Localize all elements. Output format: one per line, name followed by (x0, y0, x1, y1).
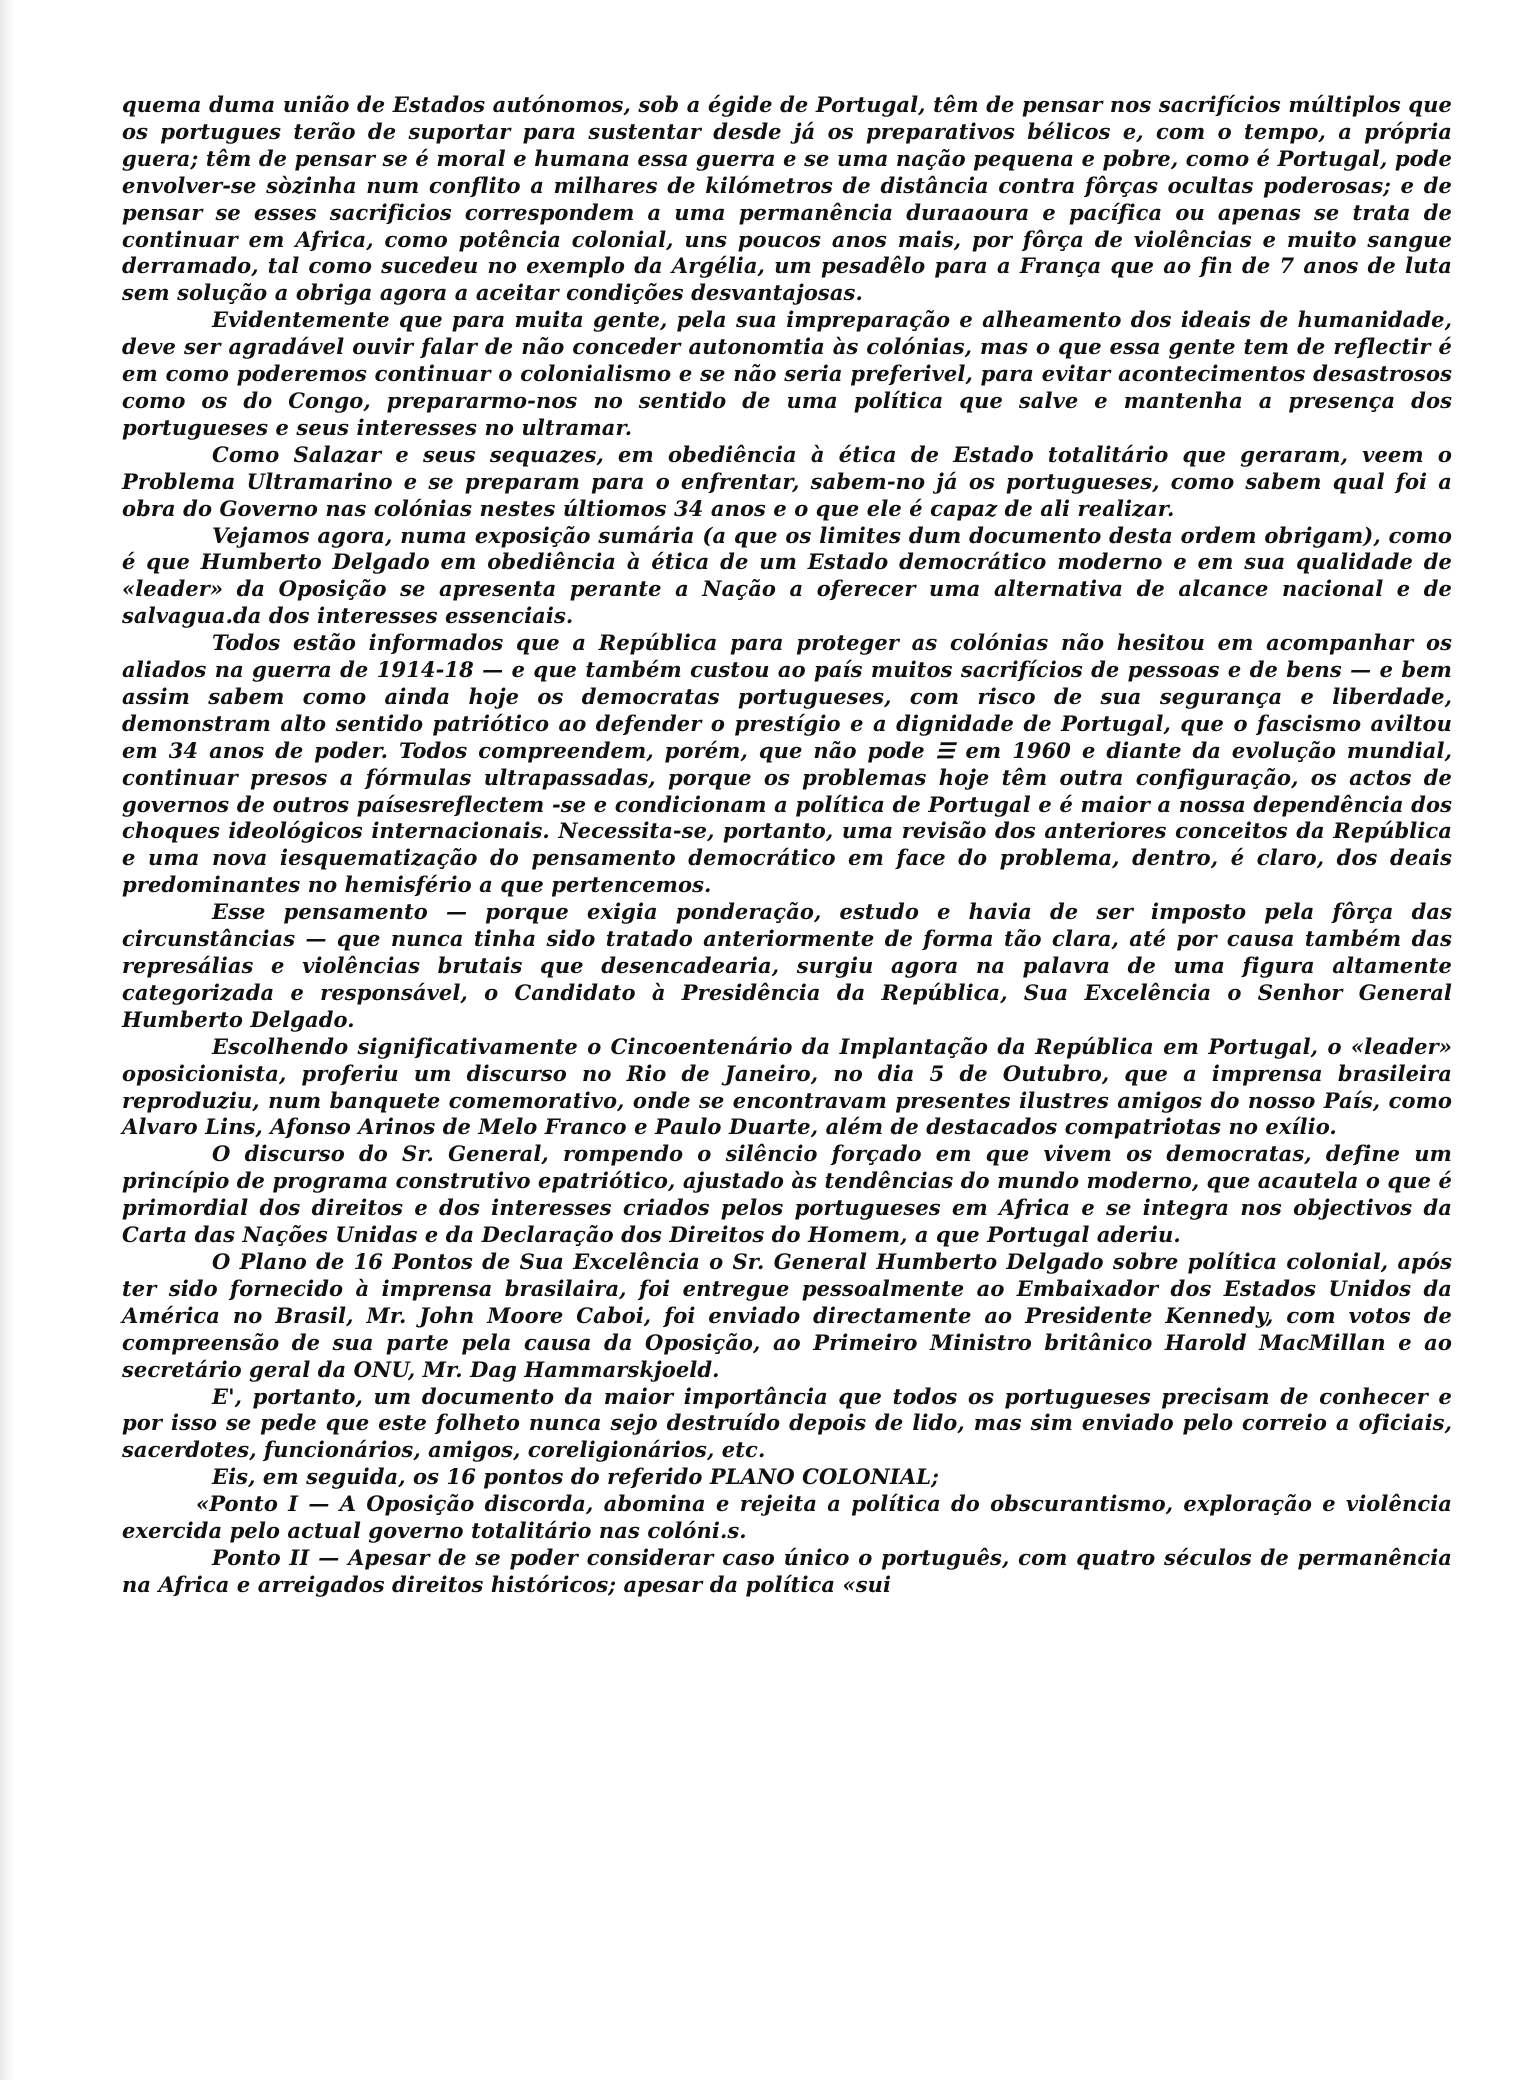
paragraph-16-pontos-intro: Eis, em seguida, os 16 pontos do referido PLANO COLONIAL; (212, 1464, 939, 1490)
paragraph-ponto-2: Ponto II — Apesar de se poder considerar caso único o português, com quatro séculos de permanência na Africa e arreigados direitos históricos; apesar da política «sui (122, 1544, 1452, 1597)
paragraph-importancia: E', portanto, um documento da maior importância que todos os portugueses precisam de conhecer e por isso se pede que este folheto nunca sejo destruído depois de lido, mas sim enviado pelo correio a oficiais, sacerdotes, funcionários, amigos, coreligionários, etc. (122, 1383, 1452, 1463)
paragraph-plano: O Plano de 16 Pontos de Sua Excelência o Sr. General Humberto Delgado sobre política colonial, após ter sido fornecido à imprensa brasilaira, foi entregue pessoalmente ao Embaixador dos Estados Unidos da América no Brasil, Mr. John Moore Caboi, foi enviado directamente ao Presidente Kennedy, com votos de compreensão de sua parte pela causa da Oposição, ao Primeiro Ministro britânico Harold MacMillan e ao secretário geral da ONU, Mr. Dag Hammarskjoeld. (122, 1248, 1452, 1382)
paragraph-ponto-1: «Ponto I — A Oposição discorda, abomina e rejeita a política do obscurantismo, exploração e violência exercida pelo actual governo totalitário nas colóni.s. (122, 1491, 1452, 1544)
paragraph-salazar: Como Salazar e seus sequazes, em obediência à ética de Estado totalitário que geraram, veem o Problema Ultramarino e se preparam para o enfrentar, sabem-no já os portugueses, como sabem qual foi a obra do Governo nas colónias nestes últiomos 34 anos e o que ele é capaz de ali realizar. (122, 441, 1452, 521)
document-page (122, 92, 1452, 1599)
paragraph-vejamos: Vejamos agora, numa exposição sumária (a que os limites dum documento desta ordem obrigam), como é que Humberto Delgado em obediência à ética de um Estado democrático moderno e em sua qualidade de «leader» da Oposição se apresenta perante a Nação a oferecer uma alternativa de alcance nacional e de salvagua.da dos interesses essenciais. (122, 522, 1452, 629)
paragraph-evidentemente: Evidentemente que para muita gente, pela sua impreparação e alheamento dos ideais de humanidade, deve ser agradável ouvir falar de não conceder autonomtia às colónias, mas o que essa gente tem de reflectir é em como poderemos continuar o colonialismo e se não seria preferivel, para evitar acontecimentos desastrosos como os do Congo, prepararmo-nos no sentido de uma política que salve e mantenha a presença dos portugueses e seus interesses no ultramar. (122, 307, 1452, 440)
paragraph-discurso: O discurso do Sr. General, rompendo o silêncio forçado em que vivem os democratas, define um princípio de programa construtivo epatriótico, ajustado às tendências do mundo moderno, que acautela o que é primordial dos direitos e dos interesses criados pelos portugueses em Africa e se integra nos objectivos da Carta das Nações Unidas e da Declaração dos Direitos do Homem, a que Portugal aderiu. (122, 1141, 1452, 1248)
paragraph-republica: Todos estão informados que a República para proteger as colónias não hesitou em acompanhar os aliados na guerra de 1914-18 — e que também custou ao país muitos sacrifícios de pessoas e de bens — e bem assim sabem como ainda hoje os democratas portugueses, com risco de sua segurança e liberdade, demonstram alto sentido patriótico ao defender o prestígio e a dignidade de Portugal, que o fascismo aviltou em 34 anos de poder. Todos compreendem, porém, que não pode ☰ em 1960 e diante da evolução mundial, continuar presos a fórmulas ultrapassadas, porque os problemas hoje têm outra configuração, os actos de governos de outros paísesreflectem -se e condicionam a política de Portugal e é maior a nossa dependência dos choques ideológicos internacionais. Necessita-se, portanto, uma revisão dos anteriores conceitos da República e uma nova iesquematização do pensamento democrático em face do problema, dentro, é claro, dos deais predominantes no hemisfério a que pertencemos. (122, 630, 1452, 898)
paragraph-continuation: quema duma união de Estados autónomos, sob a égide de Portugal, têm de pensar nos sacrifícios múltiplos que os portugues terão de suportar para sustentar desde já os preparativos bélicos e, com o tempo, a própria guera; têm de pensar se é moral e humana essa guerra e se uma nação pequena e pobre, como é Portugal, pode envolver-se sòzinha num conflito a milhares de kilómetros de distância contra fôrças ocultas poderosas; e de pensar se esses sacrificios correspondem a uma permanência duraaoura e pacífica ou apenas se trata de continuar em Africa, como potência colonial, uns poucos anos mais, por fôrça de violências e muito sangue derramado, tal como sucedeu no exemplo da Argélia, um pesadêlo para a França que ao fin de 7 anos de luta sem solução a obriga agora a aceitar condições desvantajosas. (122, 92, 1452, 306)
paragraph-cincoentenario: Escolhendo significativamente o Cincoentenário da Implantação da República em Portugal, o «leader» oposicionista, proferiu um discurso no Rio de Janeiro, no dia 5 de Outubro, que a imprensa brasileira reproduziu, num banquete comemorativo, onde se encontravam presentes ilustres amigos do nosso País, como Alvaro Lins, Afonso Arinos de Melo Franco e Paulo Duarte, além de destacados compatriotas no exílio. (122, 1033, 1452, 1140)
scan-edge-shadow (0, 0, 14, 2080)
paragraph-pensamento: Esse pensamento — porque exigia ponderação, estudo e havia de ser imposto pela fôrça das circunstâncias — que nunca tinha sido tratado anteriormente de forma tão clara, até por causa também das represálias e violências brutais que desencadearia, surgiu agora na palavra de uma figura altamente categorizada e responsável, o Candidato à Presidência da República, Sua Excelência o Senhor General Humberto Delgado. (122, 899, 1452, 1032)
